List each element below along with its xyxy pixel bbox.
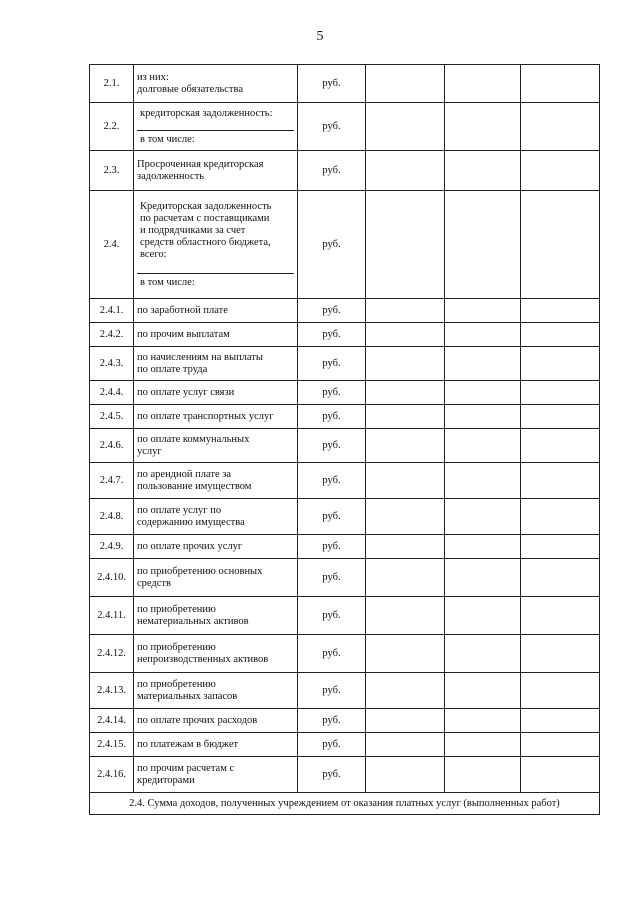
value-cell (366, 673, 445, 709)
row-number: 2.4.12. (90, 635, 134, 673)
value-cell (445, 463, 521, 499)
value-cell (366, 463, 445, 499)
row-name (134, 299, 298, 323)
value-cell (366, 347, 445, 381)
value-cell (521, 191, 600, 299)
row-number: 2.4.7. (90, 463, 134, 499)
row-name-line: Просроченная кредиторская (137, 158, 264, 170)
table-row (90, 191, 600, 299)
row-number: 2.1. (90, 65, 134, 103)
table-row (90, 429, 600, 463)
value-cell (366, 405, 445, 429)
row-number: 2.4.13. (90, 673, 134, 709)
value-cell (366, 635, 445, 673)
footer-text: 2.4. Сумма доходов, полученных учреждением от оказания платных услуг (выполненных работ) (90, 793, 600, 815)
row-name-line: по оплате прочих расходов (137, 714, 258, 726)
table-row (90, 757, 600, 793)
row-name-line: по оплате услуг по (137, 504, 222, 516)
row-number: 2.4.3. (90, 347, 134, 381)
row-number: 2.4. (90, 191, 134, 299)
table-row (90, 673, 600, 709)
value-cell (445, 381, 521, 405)
value-cell (366, 151, 445, 191)
row-name-line: средств (137, 577, 171, 589)
row-name-line: средств областного бюджета, (140, 236, 271, 248)
value-cell (521, 559, 600, 597)
row-name (134, 673, 298, 709)
row-name-line: по приобретению (137, 678, 216, 690)
value-cell (521, 151, 600, 191)
row-name (134, 463, 298, 499)
row-number: 2.2. (90, 103, 134, 151)
row-name-line: материальных запасов (137, 690, 238, 702)
row-name-line: по оплате транспортных услуг (137, 410, 274, 422)
table-row (90, 299, 600, 323)
row-name-line: долговые обязательства (137, 83, 243, 95)
row-unit: руб. (298, 103, 366, 151)
row-unit: руб. (298, 499, 366, 535)
row-number: 2.4.15. (90, 733, 134, 757)
value-cell (445, 405, 521, 429)
table-row (90, 535, 600, 559)
row-name-line: пользование имуществом (137, 480, 252, 492)
value-cell (366, 323, 445, 347)
value-cell (366, 103, 445, 151)
row-number: 2.4.16. (90, 757, 134, 793)
value-cell (445, 709, 521, 733)
row-name (134, 405, 298, 429)
value-cell (521, 733, 600, 757)
row-name-including: в том числе: (140, 276, 195, 288)
row-name (134, 709, 298, 733)
row-number: 2.4.5. (90, 405, 134, 429)
value-cell (521, 757, 600, 793)
value-cell (521, 323, 600, 347)
row-name-including: в том числе: (140, 133, 195, 145)
value-cell (445, 191, 521, 299)
accounts-payable-table (89, 64, 600, 815)
row-name-line: по платежам в бюджет (137, 738, 239, 750)
row-name-line: по расчетам с поставщиками (140, 212, 270, 224)
row-name-line: по оплате прочих услуг (137, 540, 243, 552)
row-number: 2.4.14. (90, 709, 134, 733)
table-row (90, 405, 600, 429)
value-cell (366, 709, 445, 733)
row-name (134, 535, 298, 559)
row-number: 2.4.1. (90, 299, 134, 323)
value-cell (366, 499, 445, 535)
row-unit: руб. (298, 191, 366, 299)
value-cell (445, 151, 521, 191)
table-row (90, 381, 600, 405)
row-name-main (137, 198, 294, 274)
row-number: 2.4.9. (90, 535, 134, 559)
row-name-line: по оплате услуг связи (137, 386, 235, 398)
row-name (134, 635, 298, 673)
row-unit: руб. (298, 405, 366, 429)
value-cell (445, 635, 521, 673)
row-number: 2.4.11. (90, 597, 134, 635)
table-row (90, 463, 600, 499)
row-name (134, 559, 298, 597)
row-name-line: по арендной плате за (137, 468, 232, 480)
row-name-main: кредиторская задолженность: (137, 105, 294, 131)
table-row (90, 103, 600, 151)
value-cell (366, 757, 445, 793)
value-cell (445, 597, 521, 635)
row-name-line: по начислениям на выплаты (137, 351, 263, 363)
value-cell (445, 65, 521, 103)
value-cell (445, 323, 521, 347)
value-cell (445, 299, 521, 323)
value-cell (366, 597, 445, 635)
value-cell (521, 597, 600, 635)
row-name-line: по оплате труда (137, 363, 208, 375)
value-cell (366, 535, 445, 559)
value-cell (521, 103, 600, 151)
value-cell (445, 429, 521, 463)
value-cell (521, 535, 600, 559)
row-name (134, 733, 298, 757)
row-name-line: задолженность (137, 170, 205, 182)
row-name (134, 757, 298, 793)
value-cell (521, 635, 600, 673)
row-name-line: по заработной плате (137, 304, 228, 316)
row-unit: руб. (298, 381, 366, 405)
row-name (134, 499, 298, 535)
table-row (90, 499, 600, 535)
row-unit: руб. (298, 709, 366, 733)
value-cell (521, 709, 600, 733)
value-cell (445, 103, 521, 151)
value-cell (366, 429, 445, 463)
value-cell (521, 381, 600, 405)
row-unit: руб. (298, 347, 366, 381)
row-name-split (134, 103, 298, 151)
value-cell (445, 757, 521, 793)
row-unit: руб. (298, 673, 366, 709)
value-cell (521, 347, 600, 381)
row-unit: руб. (298, 151, 366, 191)
value-cell (445, 499, 521, 535)
row-name (134, 381, 298, 405)
value-cell (366, 381, 445, 405)
table-row (90, 597, 600, 635)
row-name-split (134, 191, 298, 299)
value-cell (445, 559, 521, 597)
value-cell (521, 429, 600, 463)
row-unit: руб. (298, 299, 366, 323)
row-number: 2.4.6. (90, 429, 134, 463)
page-number: 5 (316, 29, 324, 44)
row-unit: руб. (298, 597, 366, 635)
row-name (134, 151, 298, 191)
value-cell (366, 733, 445, 757)
value-cell (521, 463, 600, 499)
row-name-line: Кредиторская задолженность (140, 200, 272, 212)
row-number: 2.3. (90, 151, 134, 191)
row-name-line: всего: (140, 248, 167, 260)
value-cell (445, 733, 521, 757)
row-number: 2.4.4. (90, 381, 134, 405)
value-cell (366, 299, 445, 323)
table-footer-row (90, 793, 600, 815)
row-unit: руб. (298, 323, 366, 347)
value-cell (445, 347, 521, 381)
row-unit: руб. (298, 733, 366, 757)
value-cell (366, 191, 445, 299)
value-cell (445, 673, 521, 709)
row-unit: руб. (298, 535, 366, 559)
row-name (134, 597, 298, 635)
value-cell (366, 65, 445, 103)
value-cell (521, 405, 600, 429)
row-name-line: по приобретению (137, 641, 216, 653)
value-cell (521, 299, 600, 323)
row-name-line: из них: (137, 71, 169, 83)
table-row (90, 559, 600, 597)
value-cell (521, 673, 600, 709)
row-name-line: и подрядчиками за счет (140, 224, 246, 236)
row-number: 2.4.10. (90, 559, 134, 597)
table-row (90, 151, 600, 191)
row-number: 2.4.2. (90, 323, 134, 347)
table-row (90, 323, 600, 347)
table-row (90, 709, 600, 733)
row-name-line: по прочим выплатам (137, 328, 230, 340)
table-row (90, 635, 600, 673)
row-name-line: нематериальных активов (137, 615, 249, 627)
table-row (90, 65, 600, 103)
value-cell (366, 559, 445, 597)
row-name-line: по приобретению основных (137, 565, 263, 577)
row-unit: руб. (298, 757, 366, 793)
row-name-line: по оплате коммунальных (137, 433, 250, 445)
row-unit: руб. (298, 65, 366, 103)
row-number: 2.4.8. (90, 499, 134, 535)
row-unit: руб. (298, 429, 366, 463)
row-name-line: по приобретению (137, 603, 216, 615)
row-name (134, 65, 298, 103)
table-row (90, 733, 600, 757)
row-unit: руб. (298, 635, 366, 673)
value-cell (521, 65, 600, 103)
row-name (134, 429, 298, 463)
row-name-line: содержанию имущества (137, 516, 245, 528)
row-name-line: кредиторами (137, 774, 195, 786)
row-name (134, 347, 298, 381)
row-name-line: по прочим расчетам с (137, 762, 235, 774)
table-row (90, 347, 600, 381)
row-name (134, 323, 298, 347)
row-unit: руб. (298, 559, 366, 597)
value-cell (521, 499, 600, 535)
row-name-line: услуг (137, 445, 162, 457)
row-unit: руб. (298, 463, 366, 499)
value-cell (445, 535, 521, 559)
row-name-line: непроизводственных активов (137, 653, 269, 665)
